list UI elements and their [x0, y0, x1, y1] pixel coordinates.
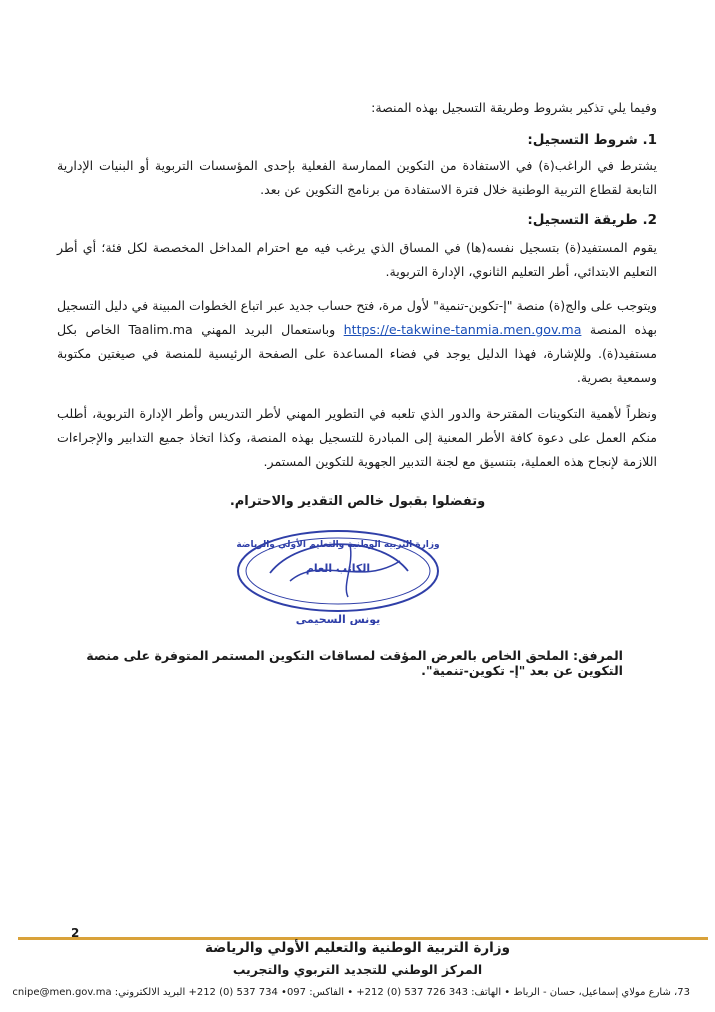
signer-name: يونس السحيمي	[295, 613, 381, 625]
page-number: 2	[71, 926, 80, 940]
registration-text	[57, 294, 657, 390]
attachment-note: المرفق: الملحق الخاص بالعرض المؤقت لمساقات التكوين المستمر المتوفرة على منصة التكوين عن بعد "إ- تكوين-تنمية".	[86, 648, 623, 678]
stamp-ring-text: وزارة التربية الوطنية والتعليم الأولي والرياضة	[236, 540, 440, 550]
stamp-graphic	[230, 525, 445, 625]
section-1-text: يشترط في الراغب(ة) في الاستفادة من التكوين الممارسة الفعلية بإحدى المؤسسات التربوية أو البنيات الإدارية التابعة لقطاع التربية الوطنية خلال فترة الاستفادة من برنامج التكوين عن بعد.	[57, 158, 657, 197]
footer-center: المركز الوطني للتجديد التربوي والتجريب	[232, 962, 483, 977]
section-1-paragraph	[57, 154, 657, 202]
stamp-title: الكاتب العام	[305, 562, 371, 575]
call-to-action-paragraph	[57, 402, 657, 474]
call-to-action-text: ونظراً لأهمية التكوينات المقترحة والدور الذي تلعبه في التطوير المهني لأطر التدريس وأطر الإدارة التربوية، أطلب منكم العمل على دعوة كافة الأطر المعنية إلى المبادرة للتسجيل بهذه المنصة، وكذا اتخاذ جميع التدابير والإجراءات اللازمة لإنجاح هذه العملية، بتنسيق مع لجنة التدبير الجهوية للتكوين المستمر.	[57, 406, 657, 469]
professional-email-domain: Taalim.ma	[128, 322, 193, 337]
intro-text: وفيما يلي تذكير بشروط وطريقة التسجيل بهذه المنصة:	[371, 100, 657, 115]
registration-text-part-3: الخاص بكل مستفيد(ة). وللإشارة، فهذا الدليل يوجد في فضاء المساعدة على الصفحة الرئيسية للمنصة في صيغتين مكتوبة وسمعية بصرية.	[57, 322, 657, 385]
section-2-heading: 2. طريقة التسجيل:	[527, 212, 657, 228]
footer-ministry: وزارة التربية الوطنية والتعليم الأولي والرياضة	[205, 940, 510, 956]
registration-text-part-1: ويتوجب على والج(ة) منصة "إ-تكوين-تنمية" لأول مرة، فتح حساب جديد عبر اتباع الخطوات المبينة في دليل التسجيل بهذه المنصة	[57, 298, 657, 337]
platform-link[interactable]: https://e-takwine-tanmia.men.gov.ma	[343, 322, 582, 337]
registration-paragraph	[57, 294, 657, 390]
closing-salutation: وتفضلوا بقبول خالص التقدير والاحترام.	[229, 494, 486, 509]
registration-text-part-2: وباستعمال البريد المهني	[201, 322, 336, 337]
footer-address: 73، شارع مولاي إسماعيل، حسان - الرباط • الهاتف: 343 726 537 (0) 212+ • الفاكس: 097• 734 537 (0) 212+ البريد الالكتروني: cnipe@men.gov.ma	[12, 987, 690, 998]
section-1-heading: 1. شروط التسجيل:	[527, 132, 657, 148]
intro-paragraph	[57, 96, 657, 120]
section-2-paragraph	[57, 236, 657, 284]
section-2-text: يقوم المستفيد(ة) بتسجيل نفسه(ها) في المساق الذي يرغب فيه مع احترام المداخل المخصصة لكل فئة؛ أي أطر التعليم الابتدائي، أطر التعليم الثانوي، الإدارة التربوية.	[57, 240, 657, 279]
official-stamp-signature	[230, 525, 445, 625]
